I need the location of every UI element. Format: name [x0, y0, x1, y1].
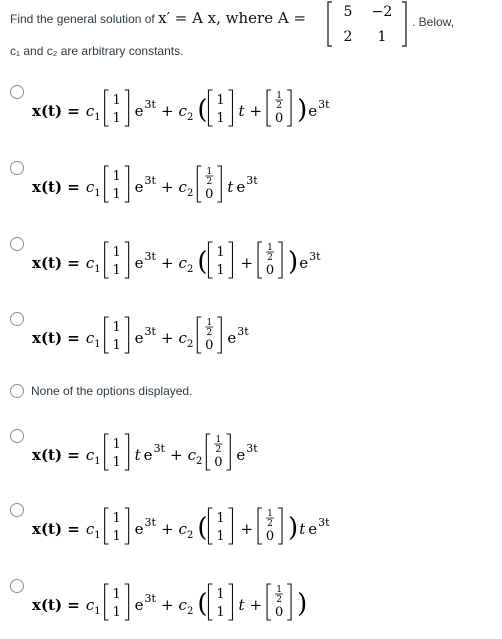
vector-entry-top: 1	[112, 93, 121, 108]
exponential-base: e	[143, 446, 153, 464]
coefficient-c2: c	[178, 520, 187, 538]
question-line-1	[10, 9, 306, 27]
left-paren: (	[197, 95, 208, 125]
exponential-exponent: 3t	[153, 442, 165, 455]
fraction-denominator: 2	[215, 445, 222, 455]
coefficient-c1-subscript: 1	[94, 264, 101, 275]
exponential-exponent: 3t	[318, 516, 330, 529]
coefficient-c1-subscript: 1	[94, 530, 101, 541]
formula-lhs: x(t) =	[32, 446, 80, 464]
matrix-a-12: −2	[371, 4, 393, 20]
column-vector	[105, 242, 129, 278]
right-paren: )	[297, 95, 308, 125]
vector-entry-bottom: 1	[216, 111, 225, 126]
coefficient-c2: c	[178, 329, 187, 347]
exponential-base: e	[134, 329, 144, 347]
variable-t: t	[227, 178, 234, 196]
option-formula	[30, 420, 500, 482]
plus-sign: +	[160, 329, 174, 347]
coefficient-c2-subscript: 2	[186, 339, 194, 350]
exponential-base: e	[134, 596, 144, 614]
right-paren: )	[288, 513, 299, 543]
question-text	[10, 0, 498, 64]
fraction-denominator: 2	[206, 177, 213, 187]
column-vector	[208, 584, 232, 620]
plus-sign: +	[160, 520, 174, 538]
formula-lhs: x(t) =	[32, 102, 80, 120]
coefficient-c1: c	[85, 446, 95, 464]
radio-button[interactable]	[10, 85, 24, 99]
vector-entry-bottom: 0	[205, 187, 214, 202]
left-paren: (	[197, 513, 208, 543]
vector-entry-top: 1	[112, 169, 121, 184]
vector-entry-top: 1	[112, 587, 121, 602]
vector-entry-bottom: 1	[112, 529, 121, 544]
plus-sign: +	[240, 254, 254, 272]
column-vector	[105, 166, 129, 202]
matrix-a	[326, 0, 408, 48]
coefficient-c1: c	[85, 520, 95, 538]
vector-entry-bottom: 0	[274, 111, 284, 126]
vector-entry-bottom: 0	[214, 455, 223, 470]
vector-entry-bottom: 0	[265, 263, 275, 278]
right-paren: )	[297, 589, 308, 619]
fraction-numerator: 1	[215, 435, 222, 445]
exponential-base: e	[308, 102, 318, 120]
option-formula	[30, 494, 500, 556]
plus-sign: +	[160, 178, 174, 196]
column-vector	[105, 508, 129, 544]
column-vector	[258, 242, 282, 278]
vector-entry-top: 1	[216, 587, 225, 602]
coefficient-c2-subscript: 2	[186, 530, 194, 541]
fraction-numerator: 1	[206, 318, 213, 328]
coefficient-c1-subscript: 1	[94, 339, 101, 350]
vector-entry-bottom: 1	[112, 187, 121, 202]
coefficient-c1: c	[85, 596, 95, 614]
vector-entry-bottom: 1	[112, 263, 121, 278]
vector-entry-bottom: 1	[216, 529, 225, 544]
equation-lhs: x′ = A x, where A =	[158, 9, 307, 27]
vector-entry-bottom: 1	[112, 455, 121, 470]
formula-lhs: x(t) =	[32, 254, 80, 272]
fraction-denominator: 2	[206, 328, 213, 338]
matrix-a-21: 2	[343, 29, 353, 45]
radio-button[interactable]	[10, 312, 24, 326]
fraction-numerator: 1	[267, 509, 273, 519]
column-vector	[197, 166, 221, 202]
coefficient-c2: c	[178, 254, 187, 272]
vector-entry-bottom: 1	[112, 111, 121, 126]
plus-sign: +	[160, 102, 174, 120]
question-line-2: c₁ and c₂ are arbitrary constants.	[10, 44, 184, 58]
plus-sign: +	[249, 102, 263, 120]
matrix-a-11: 5	[343, 4, 353, 20]
column-vector	[208, 90, 232, 126]
fraction-numerator: 1	[276, 91, 282, 101]
column-vector	[105, 90, 129, 126]
column-vector	[105, 317, 129, 353]
coefficient-c1: c	[85, 102, 95, 120]
coefficient-c2-subscript: 2	[186, 264, 194, 275]
vector-entry-top: 1	[112, 245, 121, 260]
variable-t: t	[299, 520, 306, 538]
plus-sign: +	[240, 520, 254, 538]
vector-entry-top: 1	[216, 93, 225, 108]
exponential-exponent: 3t	[144, 516, 156, 529]
fraction-denominator: 2	[267, 519, 273, 529]
column-vector	[208, 242, 232, 278]
column-vector	[197, 317, 221, 353]
exponential-base: e	[134, 520, 144, 538]
exponential-exponent: 3t	[237, 325, 249, 338]
exponential-exponent: 3t	[144, 325, 156, 338]
column-vector	[105, 434, 129, 470]
option-formula	[30, 303, 500, 365]
vector-entry-top: 1	[112, 437, 121, 452]
exponential-exponent: 3t	[246, 442, 258, 455]
fraction-denominator: 2	[267, 253, 273, 263]
fraction-numerator: 1	[267, 243, 273, 253]
fraction-denominator: 2	[276, 595, 282, 605]
coefficient-c2-subscript: 2	[195, 456, 203, 467]
fraction-numerator: 1	[206, 167, 213, 177]
coefficient-c1: c	[85, 254, 95, 272]
coefficient-c1-subscript: 1	[94, 606, 101, 617]
coefficient-c2-subscript: 2	[186, 112, 194, 123]
radio-button[interactable]	[10, 503, 24, 517]
coefficient-c2: c	[178, 178, 187, 196]
exponential-exponent: 3t	[144, 592, 156, 605]
coefficient-c1-subscript: 1	[94, 188, 101, 199]
exponential-base: e	[134, 102, 144, 120]
radio-button[interactable]	[10, 579, 24, 593]
exponential-base: e	[134, 178, 144, 196]
formula-lhs: x(t) =	[32, 520, 80, 538]
question-prefix: Find the general solution of	[10, 12, 155, 26]
exponential-base: e	[236, 178, 246, 196]
fraction-denominator: 2	[276, 101, 282, 111]
column-vector	[208, 508, 232, 544]
exponential-exponent: 3t	[144, 98, 156, 111]
question-suffix: . Below,	[412, 15, 455, 29]
formula-lhs: x(t) =	[32, 596, 80, 614]
vector-entry-bottom: 1	[216, 263, 225, 278]
plus-sign: +	[160, 596, 174, 614]
option-label: None of the options displayed.	[31, 384, 193, 398]
exponential-exponent: 3t	[144, 174, 156, 187]
vector-entry-bottom: 0	[274, 605, 284, 620]
vector-entry-top: 1	[216, 511, 225, 526]
plus-sign: +	[169, 446, 183, 464]
exponential-base: e	[299, 254, 309, 272]
formula-lhs: x(t) =	[32, 178, 80, 196]
fraction-numerator: 1	[276, 585, 282, 595]
plus-sign: +	[249, 596, 263, 614]
coefficient-c1: c	[85, 329, 95, 347]
exponential-base: e	[308, 520, 318, 538]
option-formula	[30, 152, 500, 214]
matrix-a-22: 1	[377, 29, 387, 45]
vector-entry-bottom: 0	[205, 338, 214, 353]
vector-entry-bottom: 1	[112, 605, 121, 620]
variable-t: t	[238, 596, 245, 614]
radio-button[interactable]	[10, 161, 24, 175]
variable-t: t	[134, 446, 141, 464]
coefficient-c1-subscript: 1	[94, 112, 101, 123]
coefficient-c1: c	[85, 178, 95, 196]
vector-entry-bottom: 1	[216, 605, 225, 620]
radio-button[interactable]	[10, 237, 24, 251]
column-vector	[267, 584, 291, 620]
variable-t: t	[238, 102, 245, 120]
left-paren: (	[197, 589, 208, 619]
option-formula	[30, 76, 500, 138]
coefficient-c2: c	[187, 446, 196, 464]
exponential-exponent: 3t	[318, 98, 330, 111]
exponential-exponent: 3t	[246, 174, 258, 187]
vector-entry-top: 1	[112, 320, 121, 335]
radio-button[interactable]	[10, 384, 24, 398]
option-formula	[30, 228, 500, 290]
coefficient-c1-subscript: 1	[94, 456, 101, 467]
option-formula	[30, 570, 500, 632]
column-vector	[206, 434, 230, 470]
radio-button[interactable]	[10, 429, 24, 443]
left-paren: (	[197, 247, 208, 277]
vector-entry-bottom: 1	[112, 338, 121, 353]
vector-entry-top: 1	[112, 511, 121, 526]
column-vector	[267, 90, 291, 126]
column-vector	[258, 508, 282, 544]
vector-entry-top: 1	[216, 245, 225, 260]
column-vector	[105, 584, 129, 620]
coefficient-c2: c	[178, 102, 187, 120]
exponential-base: e	[134, 254, 144, 272]
exponential-base: e	[227, 329, 237, 347]
coefficient-c2: c	[178, 596, 187, 614]
formula-lhs: x(t) =	[32, 329, 80, 347]
plus-sign: +	[160, 254, 174, 272]
exponential-exponent: 3t	[144, 250, 156, 263]
coefficient-c2-subscript: 2	[186, 188, 194, 199]
right-paren: )	[288, 247, 299, 277]
exponential-exponent: 3t	[309, 250, 321, 263]
coefficient-c2-subscript: 2	[186, 606, 194, 617]
exponential-base: e	[236, 446, 246, 464]
vector-entry-bottom: 0	[265, 529, 275, 544]
